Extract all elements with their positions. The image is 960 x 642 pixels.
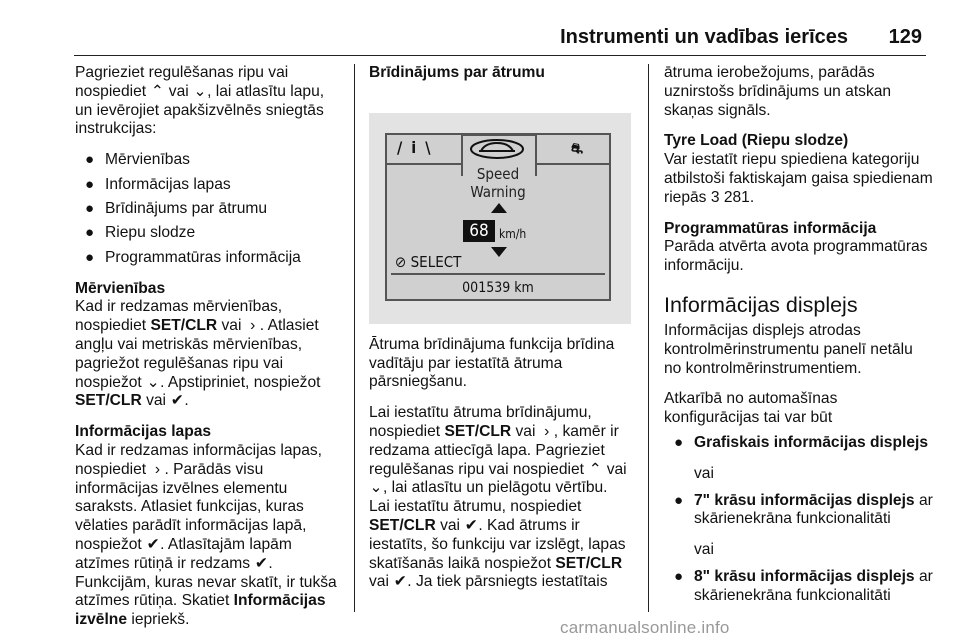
arrow-up-icon <box>491 203 507 213</box>
road-info-icon: / i \ <box>397 137 433 157</box>
checkmark-icon: ✔ <box>464 516 478 534</box>
list-item: ● 8" krāsu informācijas displejs ar skārienekrāna funkcionalitāti <box>674 567 933 604</box>
chevron-right-icon: › <box>250 317 256 335</box>
header-divider <box>74 55 926 56</box>
units-section: Mērvienības Kad ir redzamas mērvienības, nospiediet SET/CLR vai › . Atlasiet angļu vai metriskās mērvienības, pagriežot regulēšanas ripu vai nospiežot ⌄. Apstipriniet, nospiežot SET/CLR vai ✔. <box>75 280 345 412</box>
instrument-display <box>385 133 611 301</box>
chevron-down-icon: ⌄ <box>369 479 383 497</box>
checkmark-icon: ✔ <box>170 392 184 410</box>
page-header <box>0 0 960 52</box>
info-menu-reference: Informācijas izvēlne <box>75 592 326 629</box>
bullet-icon: ● <box>85 175 95 193</box>
display-options-list <box>664 492 934 530</box>
list-item: ● Grafiskais informācijas displejs <box>674 433 929 451</box>
software-info-section: Programmatūras informācija Parāda atvērta avota programmatūras informāciju. <box>664 220 934 276</box>
list-item: ● Programmatūras informācija <box>85 248 301 266</box>
configuration-paragraph: Atkarībā no automašīnas konfigurācijas tai var būt <box>664 390 838 427</box>
bullet-icon: ● <box>674 567 684 585</box>
section-title: Instrumenti un vadības ierīces <box>560 26 848 48</box>
checkmark-icon: ✔ <box>146 535 160 553</box>
list-item: ● Brīdinājums par ātrumu <box>85 199 268 217</box>
column-3 <box>664 64 934 618</box>
info-display-paragraph: Informācijas displejs atrodas kontrolmērinstrumentu panelī netālu no kontrolmērinstrumentiem. <box>664 321 913 377</box>
speed-warning-heading: Brīdinājums par ātrumu <box>369 64 545 81</box>
checkmark-icon: ✔ <box>254 554 268 572</box>
or-separator: vai <box>694 541 714 559</box>
speed-warning-figure <box>369 113 631 324</box>
arrow-down-icon <box>491 247 507 257</box>
list-item: ● Mērvienības <box>85 151 190 169</box>
submenu-list <box>75 151 345 267</box>
chevron-up-icon: ⌃ <box>588 460 602 478</box>
display-tab-bar <box>387 135 609 165</box>
info-pages-section: Informācijas lapas Kad ir redzamas informācijas lapas, nospiediet › . Parādās visu informācijas izvēlnes elementu saraksts. Atlasiet funkcijas, kuras vēlaties parādīt informācijas lapā, nospiežot ✔. Atlasītajām lapām atzīmes rūtiņā ir redzams ✔. Funkcijām, kuras nevar skatīt, ir tukša atzīmes rūtiņa. Skatiet Informācijas izvēlne iepriekš. <box>75 423 345 630</box>
speed-warning-instructions: Lai iestatītu ātruma brīdinājumu, nospiediet SET/CLR vai › , kamēr ir redzama attiecīgā lapa. Pagrieziet regulēšanas ripu vai nospiediet ⌃ vai ⌄, lai atlasītu un pielāgotu vērtību. Lai iestatītu ātrumu, nospiediet SET/CLR vai ✔. Kad ātrums ir iestatīts, šo funkciju var izslēgt, lapas skatīšanās laikā nospiežot SET/CLR vai ✔. Ja tiek pārsniegts iestatītais <box>369 404 627 591</box>
speed-value: 68 <box>463 220 495 242</box>
list-item: ● Informācijas lapas <box>85 175 231 193</box>
info-display-heading: Informācijas displejs <box>664 292 858 317</box>
bullet-icon: ● <box>85 248 95 266</box>
bullet-icon: ● <box>674 491 684 509</box>
column-divider-2 <box>648 64 649 612</box>
chevron-right-icon: › <box>154 460 161 478</box>
warning-label: Warning <box>470 182 526 201</box>
tyre-load-heading: Tyre Load (Riepu slodze) <box>664 132 849 150</box>
odometer: 001539 km <box>462 279 534 296</box>
list-item: ● 7" krāsu informācijas displejs ar skārienekrāna funkcionalitāti <box>674 491 933 528</box>
select-prompt: ⊘ SELECT <box>395 252 462 271</box>
car-icon <box>463 136 531 160</box>
list-item: ● Riepu slodze <box>85 224 196 242</box>
odometer-divider <box>391 273 605 275</box>
column-2 <box>369 64 631 604</box>
info-pages-heading: Informācijas lapas <box>75 423 212 441</box>
speed-label: Speed <box>476 164 520 183</box>
bullet-icon: ● <box>85 151 95 169</box>
bullet-icon: ● <box>85 199 95 217</box>
intro-paragraph: Pagrieziet regulēšanas ripu vai nospiediet ⌃ vai ⌄, lai atlasītu lapu, un ievērojiet apakšizvēlnēs sniegtās instrukcijas: <box>75 64 325 138</box>
page-number: 129 <box>888 26 922 48</box>
column-divider-1 <box>354 64 355 612</box>
bullet-icon: ● <box>674 433 684 451</box>
chevron-up-icon: ⌃ <box>150 82 164 100</box>
speed-warning-description: Ātruma brīdinājuma funkcija brīdina vadītāju par iestatītā ātruma pārsniegšanu. <box>369 335 615 391</box>
chevron-down-icon: ⌄ <box>193 82 207 100</box>
page-reference: 3 281. <box>710 188 755 206</box>
watermark: carmanualsonline.info <box>560 618 730 637</box>
units-heading: Mērvienības <box>75 279 166 297</box>
software-info-heading: Programmatūras informācija <box>664 219 877 237</box>
checkmark-icon: ✔ <box>393 573 407 591</box>
display-options-list <box>664 434 934 453</box>
bullet-icon: ● <box>85 224 95 242</box>
chevron-right-icon: › <box>544 422 550 440</box>
display-options-list <box>664 568 934 606</box>
speed-unit: km/h <box>499 226 527 241</box>
tyre-icon: ⛐ <box>571 140 584 157</box>
column-1 <box>75 64 345 642</box>
chevron-down-icon: ⌄ <box>146 373 160 391</box>
speed-warning-continued: ātruma ierobežojums, parādās uznirstošs brīdinājums un atskan skaņas signāls. <box>664 64 892 119</box>
tyre-load-section: Tyre Load (Riepu slodze) Var iestatīt riepu spiediena kategoriju atbilstoši faktiskajam gaisa spiedienam riepās 3 281. <box>664 132 933 206</box>
or-separator: vai <box>694 464 714 482</box>
